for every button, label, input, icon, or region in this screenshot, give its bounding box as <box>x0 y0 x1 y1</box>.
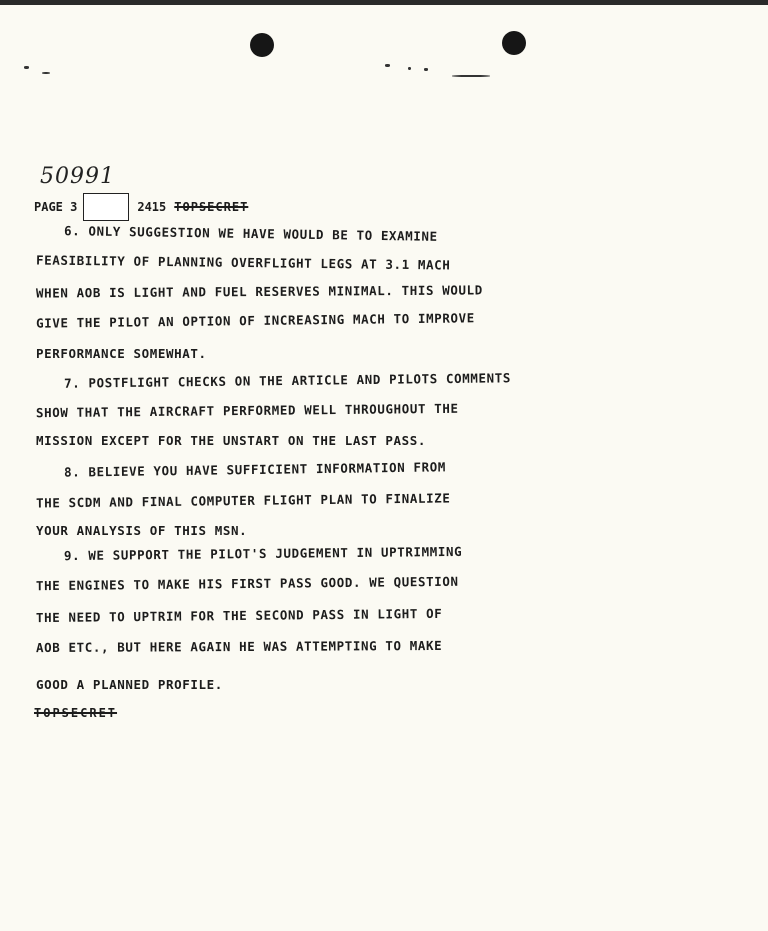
punch-hole-left <box>250 33 274 57</box>
text-line: GOOD A PLANNED PROFILE. <box>36 677 223 692</box>
speck <box>452 75 490 77</box>
text-line: THE ENGINES TO MAKE HIS FIRST PASS GOOD. WE QUESTION <box>35 573 459 594</box>
text-line: GIVE THE PILOT AN OPTION OF INCREASING MACH TO IMPROVE <box>35 310 475 331</box>
text-line: 8. BELIEVE YOU HAVE SUFFICIENT INFORMATION FROM <box>63 459 446 480</box>
text-line: PERFORMANCE SOMEWHAT. <box>36 346 207 361</box>
text-line: FEASIBILITY OF PLANNING OVERFLIGHT LEGS AT 3.1 MACH <box>35 252 451 273</box>
speck <box>408 67 411 70</box>
text-line: THE SCDM AND FINAL COMPUTER FLIGHT PLAN TO FINALIZE <box>35 490 451 511</box>
classification-header: TOPSECRET <box>174 200 249 214</box>
text-line: YOUR ANALYSIS OF THIS MSN. <box>36 523 248 538</box>
page-header <box>34 192 248 222</box>
text-line: SHOW THAT THE AIRCRAFT PERFORMED WELL THROUGHOUT THE <box>35 400 459 421</box>
speck <box>385 64 390 67</box>
speck <box>42 72 50 74</box>
punch-hole-right <box>502 31 526 55</box>
text-line: 7. POSTFLIGHT CHECKS ON THE ARTICLE AND PILOTS COMMENTS <box>63 370 511 391</box>
handwritten-document-number: 50991 <box>40 164 115 189</box>
text-line: WHEN AOB IS LIGHT AND FUEL RESERVES MINIMAL. THIS WOULD <box>35 282 483 301</box>
classification-footer: TOPSECRET <box>34 706 118 720</box>
text-line: 9. WE SUPPORT THE PILOT'S JUDGEMENT IN UPTRIMMING <box>63 543 463 564</box>
text-line: THE NEED TO UPTRIM FOR THE SECOND PASS IN LIGHT OF <box>35 605 443 626</box>
text-line: 6. ONLY SUGGESTION WE HAVE WOULD BE TO EXAMINE <box>63 223 438 244</box>
control-number: 2415 <box>137 200 167 214</box>
page-label: PAGE 3 <box>34 200 78 214</box>
text-line: MISSION EXCEPT FOR THE UNSTART ON THE LAST PASS. <box>36 433 427 448</box>
page-top-edge <box>0 0 768 5</box>
speck <box>424 68 428 71</box>
speck <box>24 66 29 69</box>
redaction-box <box>83 193 129 221</box>
text-line: AOB ETC., BUT HERE AGAIN HE WAS ATTEMPTING TO MAKE <box>35 637 443 656</box>
